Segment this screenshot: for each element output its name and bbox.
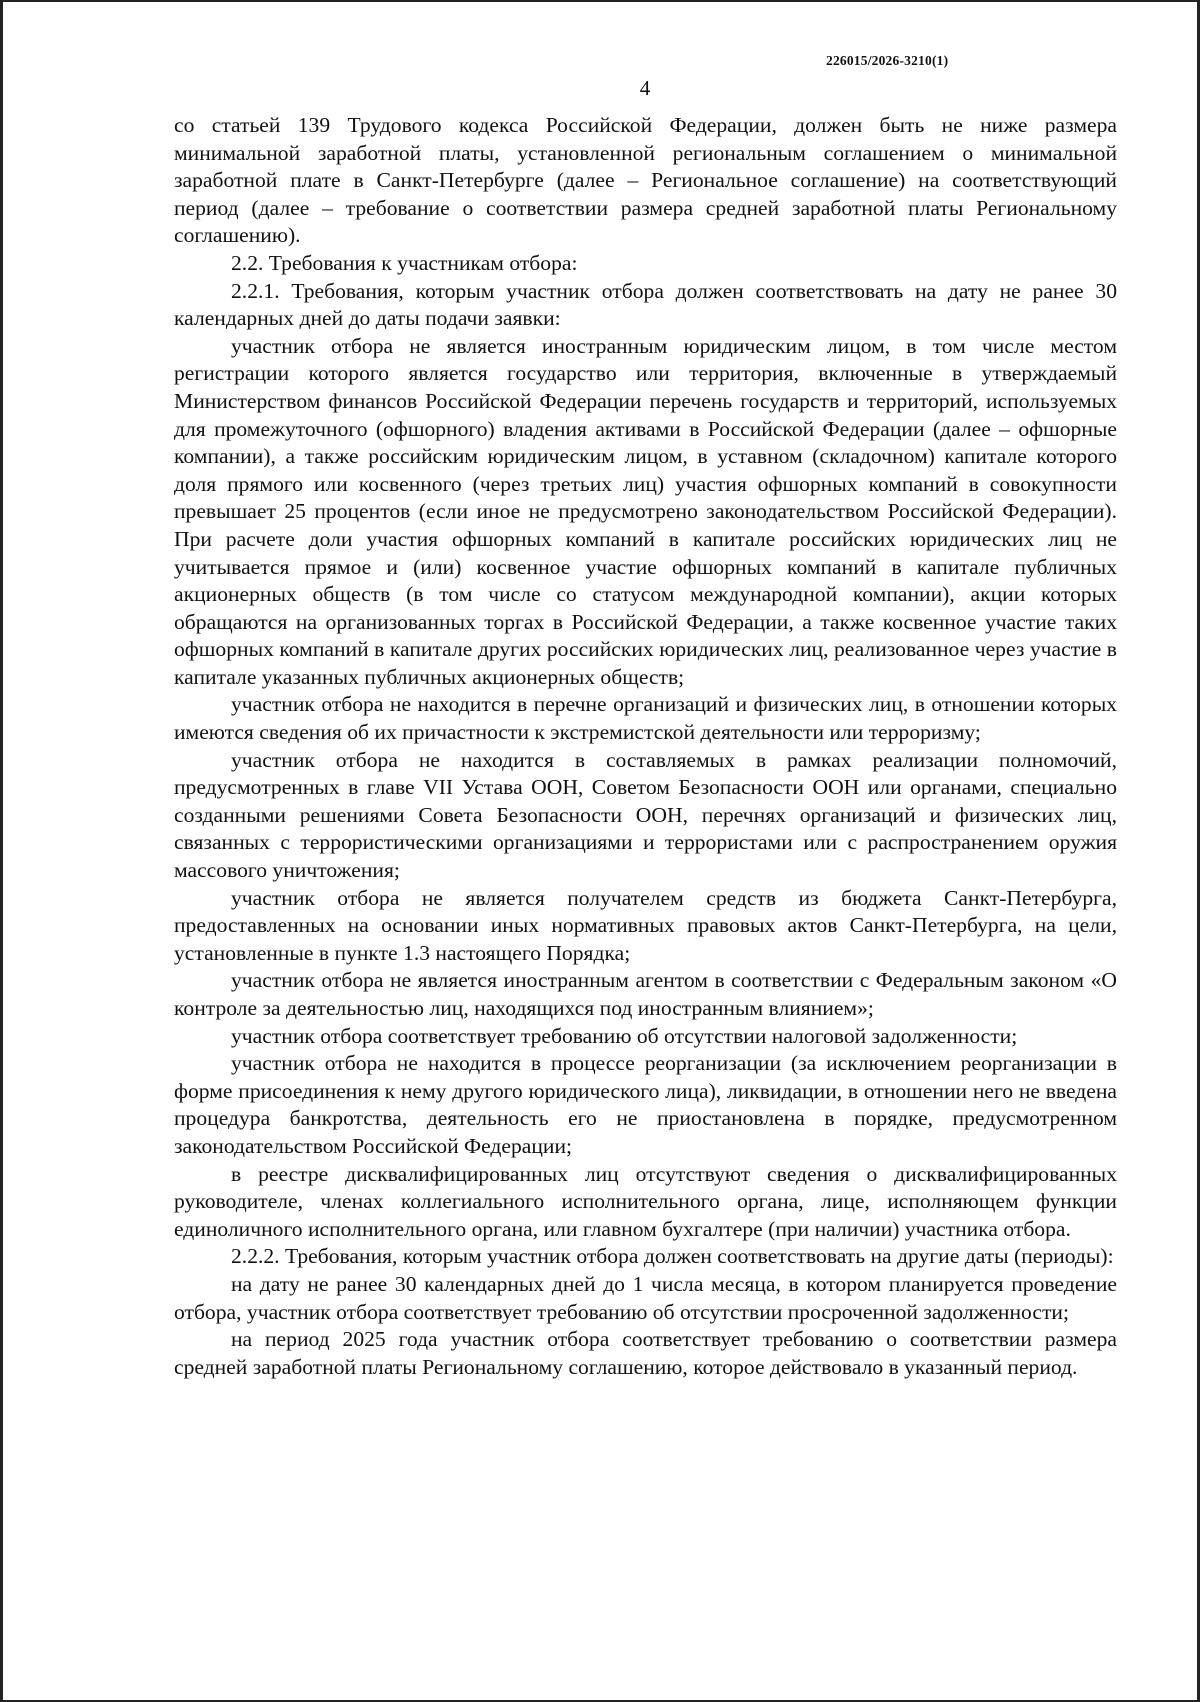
paragraph-offshore-requirement: участник отбора не является иностранным юридическим лицом, в том числе местом регистрации которого является государство или территория, включенные в утверждаемый Министерством финансов Российской Федерации перечень государств и территорий, используемых для промежуточного (офшорного) владения активами в Российской Федерации (далее – офшорные компании), а также российским юридическим лицом, в уставном (складочном) капитале которого доля прямого или косвенного (через третьих лиц) участия офшорных компаний в совокупности превышает 25 процентов (если иное не предусмотрено законодательством Российской Федерации). При расчете доли участия офшорных компаний в капитале российских юридических лиц не учитывается прямое и (или) косвенное участие офшорных компаний в капитале публичных акционерных обществ (в том числе со статусом международной компании), акции которых обращаются на организованных торгах в Российской Федерации, а также косвенное участие таких офшорных компаний в капитале других российских юридических лиц, реализованное через участие в капитале указанных публичных акционерных обществ;: [174, 333, 1117, 689]
paragraph-tax-debt-requirement: участник отбора соответствует требованию об отсутствии налоговой задолженности;: [231, 1023, 1018, 1048]
paragraph-disqualified-persons-requirement: в реестре дисквалифицированных лиц отсутствуют сведения о дисквалифицированных руководителе, членах коллегиального исполнительного органа, лице, исполняющем функции единоличного исполнительного органа, или главном бухгалтере (при наличии) участника отбора.: [174, 1161, 1117, 1241]
page-number: 4: [639, 76, 651, 100]
paragraph-overdue-debt-requirement: на дату не ранее 30 календарных дней до 1 числа месяца, в котором планируется проведение отбора, участник отбора соответствует требованию об отсутствии просроченной задолженности;: [174, 1271, 1117, 1324]
scan-border-left: [0, 0, 3, 1702]
paragraph-extremism-list-requirement: участник отбора не находится в перечне организаций и физических лиц, в отношении которых имеются сведения об их причастности к экстремистской деятельности или терроризму;: [174, 692, 1117, 745]
paragraph-salary-requirement-continuation: со статьей 139 Трудового кодекса Российской Федерации, должен быть не ниже размера минимальной заработной платы, установленной региональным соглашением о минимальной заработной плате в Санкт-Петербурге (далее – Региональное соглашение) на соответствующий период (далее – требование о соответствии размера средней заработной платы Региональному соглашению).: [174, 113, 1117, 248]
paragraph-budget-funds-requirement: участник отбора не является получателем средств из бюджета Санкт-Петербурга, предоставленных на основании иных нормативных правовых актов Санкт-Петербурга, на цели, установленные в пункте 1.3 настоящего Порядка;: [174, 885, 1117, 965]
paragraph-section-2-2-heading: 2.2. Требования к участникам отбора:: [231, 250, 578, 275]
paragraph-foreign-agent-requirement: участник отбора не является иностранным агентом в соответствии с Федеральным законом «О контроле за деятельностью лиц, находящихся под иностранным влиянием»;: [174, 968, 1117, 1020]
paragraph-2025-salary-requirement: на период 2025 года участник отбора соответствует требованию о соответствии размера средней заработной платы Региональному соглашению, которое действовало в указанный период.: [174, 1327, 1117, 1379]
paragraph-section-2-2-2-heading: 2.2.2. Требования, которым участник отбора должен соответствовать на другие даты (периоды):: [231, 1244, 1114, 1269]
paragraph-reorganization-requirement: участник отбора не находится в процессе реорганизации (за исключением реорганизации в форме присоединения к нему другого юридического лица), ликвидации, в отношении него не введена процедура банкротства, деятельность его не приостановлена в порядке, предусмотренном законодательством Российской Федерации;: [174, 1051, 1117, 1158]
document-registration-number: 226015/2026-3210(1): [826, 53, 949, 68]
scan-border-top: [0, 0, 1200, 2]
paragraph-un-sanctions-requirement: участник отбора не находится в составляемых в рамках реализации полномочий, предусмотренных в главе VII Устава ООН, Советом Безопасности ООН или органами, специально созданными решениями Совета Безопасности ООН, перечнях организаций и физических лиц, связанных с террористическими организациями и террористами или с распространением оружия массового уничтожения;: [174, 747, 1117, 883]
paragraph-section-2-2-1-heading: 2.2.1. Требования, которым участник отбора должен соответствовать на дату не ранее 30 календарных дней до даты подачи заявки:: [174, 278, 1117, 331]
document-body: [174, 112, 1117, 1381]
